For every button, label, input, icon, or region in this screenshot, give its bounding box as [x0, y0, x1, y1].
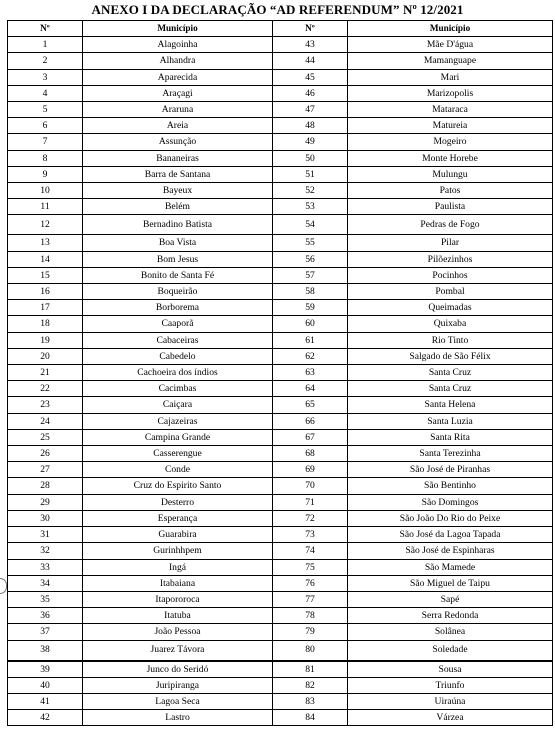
- table-row: [8, 640, 553, 661]
- row-number-left: 20: [8, 348, 83, 364]
- row-number-left: 24: [8, 413, 83, 429]
- row-number-right: 79: [273, 624, 348, 640]
- row-municipality-left: Cacimbas: [83, 381, 273, 397]
- row-municipality-left: Itabaiana: [83, 575, 273, 591]
- row-municipality-right: Solânea: [348, 624, 553, 640]
- row-number-right: 71: [273, 494, 348, 510]
- table-row: [8, 316, 553, 332]
- row-number-left: 37: [8, 624, 83, 640]
- row-municipality-left: Boa Vista: [83, 235, 273, 251]
- row-number-right: 50: [273, 150, 348, 166]
- row-number-right: 61: [273, 332, 348, 348]
- table-row: [8, 494, 553, 510]
- table-row: [8, 332, 553, 348]
- table-row: [8, 85, 553, 101]
- row-number-left: 38: [8, 640, 83, 661]
- row-municipality-left: Lagoa Seca: [83, 693, 273, 709]
- table-row: [8, 53, 553, 69]
- row-number-left: 9: [8, 166, 83, 182]
- row-municipality-right: Salgado de São Félix: [348, 348, 553, 364]
- row-municipality-right: Pombal: [348, 284, 553, 300]
- table-row: [8, 37, 553, 53]
- row-number-left: 6: [8, 118, 83, 134]
- row-municipality-right: Monte Horebe: [348, 150, 553, 166]
- row-municipality-left: Aparecida: [83, 69, 273, 85]
- row-number-right: 80: [273, 640, 348, 661]
- table-row: [8, 166, 553, 182]
- table-row: [8, 624, 553, 640]
- row-number-right: 70: [273, 478, 348, 494]
- row-municipality-right: Sousa: [348, 661, 553, 678]
- row-number-left: 8: [8, 150, 83, 166]
- row-number-left: 21: [8, 365, 83, 381]
- row-municipality-right: Santa Cruz: [348, 365, 553, 381]
- row-municipality-left: Caaporã: [83, 316, 273, 332]
- row-number-right: 55: [273, 235, 348, 251]
- header-number-right: Nº: [273, 21, 348, 37]
- row-number-right: 52: [273, 183, 348, 199]
- row-municipality-right: Uiraúna: [348, 693, 553, 709]
- row-number-right: 57: [273, 267, 348, 283]
- row-number-left: 15: [8, 267, 83, 283]
- row-number-right: 48: [273, 118, 348, 134]
- row-number-right: 83: [273, 693, 348, 709]
- row-municipality-right: São Bentinho: [348, 478, 553, 494]
- row-municipality-left: Itatuba: [83, 608, 273, 624]
- row-municipality-left: Juripiranga: [83, 677, 273, 693]
- row-municipality-right: Triunfo: [348, 677, 553, 693]
- row-number-left: 14: [8, 251, 83, 267]
- row-municipality-left: Bananeiras: [83, 150, 273, 166]
- row-number-left: 41: [8, 693, 83, 709]
- row-number-right: 82: [273, 677, 348, 693]
- table-row: [8, 710, 553, 726]
- row-municipality-right: Matureia: [348, 118, 553, 134]
- row-municipality-left: Barra de Santana: [83, 166, 273, 182]
- row-municipality-left: Assunção: [83, 134, 273, 150]
- row-number-left: 11: [8, 199, 83, 215]
- row-number-left: 28: [8, 478, 83, 494]
- table-row: [8, 462, 553, 478]
- table-row: [8, 693, 553, 709]
- row-municipality-right: Serra Redonda: [348, 608, 553, 624]
- table-row: [8, 413, 553, 429]
- row-number-left: 19: [8, 332, 83, 348]
- row-number-right: 49: [273, 134, 348, 150]
- row-municipality-left: Itapororoca: [83, 591, 273, 607]
- row-municipality-left: Bernadino Batista: [83, 215, 273, 235]
- row-number-right: 74: [273, 543, 348, 559]
- row-number-left: 26: [8, 446, 83, 462]
- table-row: [8, 543, 553, 559]
- row-municipality-right: Soledade: [348, 640, 553, 661]
- row-number-right: 73: [273, 527, 348, 543]
- row-municipality-right: São José da Lagoa Tapada: [348, 527, 553, 543]
- row-number-left: 29: [8, 494, 83, 510]
- table-row: [8, 215, 553, 235]
- row-number-right: 60: [273, 316, 348, 332]
- row-municipality-left: Cachoeira dos índios: [83, 365, 273, 381]
- row-number-right: 72: [273, 510, 348, 526]
- row-municipality-right: São João Do Rio do Peixe: [348, 510, 553, 526]
- row-number-right: 69: [273, 462, 348, 478]
- row-number-left: 27: [8, 462, 83, 478]
- table-row: [8, 199, 553, 215]
- row-number-left: 13: [8, 235, 83, 251]
- row-municipality-left: Conde: [83, 462, 273, 478]
- row-municipality-right: Santa Luzia: [348, 413, 553, 429]
- row-number-left: 34: [8, 575, 83, 591]
- row-municipality-left: Cabedelo: [83, 348, 273, 364]
- row-municipality-right: Mamanguape: [348, 53, 553, 69]
- row-number-right: 59: [273, 300, 348, 316]
- row-municipality-right: Mogeiro: [348, 134, 553, 150]
- row-municipality-right: Rio Tinto: [348, 332, 553, 348]
- row-number-left: 36: [8, 608, 83, 624]
- row-municipality-right: Quixaba: [348, 316, 553, 332]
- row-number-left: 31: [8, 527, 83, 543]
- row-municipality-right: São Domingos: [348, 494, 553, 510]
- row-municipality-right: Pedras de Fogo: [348, 215, 553, 235]
- row-number-left: 33: [8, 559, 83, 575]
- row-number-right: 65: [273, 397, 348, 413]
- page-edge-mark: [0, 578, 7, 594]
- row-municipality-left: Alhandra: [83, 53, 273, 69]
- row-number-right: 63: [273, 365, 348, 381]
- row-municipality-right: Mulungu: [348, 166, 553, 182]
- row-number-left: 1: [8, 37, 83, 53]
- header-municipality-left: Município: [83, 21, 273, 37]
- row-number-right: 66: [273, 413, 348, 429]
- row-number-right: 64: [273, 381, 348, 397]
- table-row: [8, 446, 553, 462]
- row-municipality-right: Paulista: [348, 199, 553, 215]
- row-municipality-right: Marizopolis: [348, 85, 553, 101]
- row-municipality-right: Pilar: [348, 235, 553, 251]
- table-row: [8, 677, 553, 693]
- row-number-left: 25: [8, 429, 83, 445]
- row-number-left: 16: [8, 284, 83, 300]
- table-row: [8, 251, 553, 267]
- row-number-right: 54: [273, 215, 348, 235]
- row-number-right: 67: [273, 429, 348, 445]
- header-number-left: Nº: [8, 21, 83, 37]
- row-number-left: 7: [8, 134, 83, 150]
- row-number-left: 3: [8, 69, 83, 85]
- table-row: [8, 300, 553, 316]
- row-municipality-left: Belém: [83, 199, 273, 215]
- row-municipality-right: São José de Espinharas: [348, 543, 553, 559]
- table-row: [8, 183, 553, 199]
- table-row: [8, 429, 553, 445]
- row-number-right: 58: [273, 284, 348, 300]
- row-municipality-right: Mãe D'água: [348, 37, 553, 53]
- row-municipality-left: Bayeux: [83, 183, 273, 199]
- table-row: [8, 118, 553, 134]
- row-municipality-right: Mataraca: [348, 102, 553, 118]
- row-number-right: 84: [273, 710, 348, 726]
- row-municipality-left: Boqueirão: [83, 284, 273, 300]
- table-row: [8, 608, 553, 624]
- row-number-left: 30: [8, 510, 83, 526]
- table-row: [8, 267, 553, 283]
- row-number-left: 18: [8, 316, 83, 332]
- row-municipality-right: Sapé: [348, 591, 553, 607]
- row-number-left: 32: [8, 543, 83, 559]
- row-municipality-left: Araruna: [83, 102, 273, 118]
- row-number-right: 51: [273, 166, 348, 182]
- row-municipality-left: Gurinhhpem: [83, 543, 273, 559]
- row-number-right: 47: [273, 102, 348, 118]
- table-row: [8, 150, 553, 166]
- table-header-row: [8, 21, 553, 37]
- row-municipality-right: Pilõezinhos: [348, 251, 553, 267]
- row-municipality-left: Cajazeiras: [83, 413, 273, 429]
- row-number-left: 35: [8, 591, 83, 607]
- table-body: [8, 37, 553, 726]
- row-municipality-left: Guarabira: [83, 527, 273, 543]
- row-municipality-left: Junco do Seridó: [83, 661, 273, 678]
- row-municipality-left: Esperança: [83, 510, 273, 526]
- row-municipality-right: Mari: [348, 69, 553, 85]
- row-municipality-left: Alagoinha: [83, 37, 273, 53]
- table-row: [8, 381, 553, 397]
- document-title: ANEXO I DA DECLARAÇÃO “AD REFERENDUM” Nº 12/2021: [91, 2, 464, 17]
- row-number-right: 75: [273, 559, 348, 575]
- row-number-right: 53: [273, 199, 348, 215]
- row-municipality-left: Borborema: [83, 300, 273, 316]
- table-row: [8, 397, 553, 413]
- row-municipality-right: Santa Helena: [348, 397, 553, 413]
- row-number-left: 4: [8, 85, 83, 101]
- row-number-left: 10: [8, 183, 83, 199]
- row-municipality-left: Caiçara: [83, 397, 273, 413]
- table-row: [8, 478, 553, 494]
- table-row: [8, 510, 553, 526]
- row-number-right: 76: [273, 575, 348, 591]
- row-number-right: 44: [273, 53, 348, 69]
- row-municipality-right: São Mamede: [348, 559, 553, 575]
- row-number-right: 56: [273, 251, 348, 267]
- row-municipality-left: Araçagi: [83, 85, 273, 101]
- table-row: [8, 559, 553, 575]
- table-row: [8, 527, 553, 543]
- row-municipality-left: Ingá: [83, 559, 273, 575]
- table-row: [8, 575, 553, 591]
- row-municipality-left: Lastro: [83, 710, 273, 726]
- row-municipality-left: Cruz do Espirito Santo: [83, 478, 273, 494]
- row-municipality-left: Cabaceiras: [83, 332, 273, 348]
- row-municipality-left: João Pessoa: [83, 624, 273, 640]
- row-number-right: 62: [273, 348, 348, 364]
- row-municipality-left: Desterro: [83, 494, 273, 510]
- row-municipality-right: São José de Piranhas: [348, 462, 553, 478]
- row-municipality-left: Campina Grande: [83, 429, 273, 445]
- row-number-left: 23: [8, 397, 83, 413]
- row-number-left: 2: [8, 53, 83, 69]
- table-row: [8, 134, 553, 150]
- row-municipality-right: Queimadas: [348, 300, 553, 316]
- table-row: [8, 102, 553, 118]
- row-number-left: 12: [8, 215, 83, 235]
- row-number-left: 39: [8, 661, 83, 678]
- row-number-left: 5: [8, 102, 83, 118]
- row-number-right: 45: [273, 69, 348, 85]
- table-row: [8, 284, 553, 300]
- municipality-table: [7, 20, 553, 726]
- row-municipality-right: Patos: [348, 183, 553, 199]
- table-row: [8, 591, 553, 607]
- row-number-left: 42: [8, 710, 83, 726]
- table-row: [8, 69, 553, 85]
- row-municipality-right: Santa Terezinha: [348, 446, 553, 462]
- row-municipality-left: Bonito de Santa Fé: [83, 267, 273, 283]
- row-number-right: 43: [273, 37, 348, 53]
- row-municipality-left: Areia: [83, 118, 273, 134]
- row-number-right: 68: [273, 446, 348, 462]
- table-row: [8, 348, 553, 364]
- row-municipality-left: Casserengue: [83, 446, 273, 462]
- table-row: [8, 365, 553, 381]
- header-municipality-right: Município: [348, 21, 553, 37]
- row-municipality-right: Santa Rita: [348, 429, 553, 445]
- row-number-right: 46: [273, 85, 348, 101]
- row-municipality-left: Juarez Távora: [83, 640, 273, 661]
- row-municipality-right: Pocinhos: [348, 267, 553, 283]
- table-row: [8, 235, 553, 251]
- table-row: [8, 661, 553, 678]
- row-number-right: 81: [273, 661, 348, 678]
- row-number-right: 78: [273, 608, 348, 624]
- row-number-right: 77: [273, 591, 348, 607]
- row-number-left: 40: [8, 677, 83, 693]
- row-number-left: 22: [8, 381, 83, 397]
- row-municipality-right: São Miguel de Taipu: [348, 575, 553, 591]
- row-municipality-right: Várzea: [348, 710, 553, 726]
- row-number-left: 17: [8, 300, 83, 316]
- row-municipality-left: Bom Jesus: [83, 251, 273, 267]
- row-municipality-right: Santa Cruz: [348, 381, 553, 397]
